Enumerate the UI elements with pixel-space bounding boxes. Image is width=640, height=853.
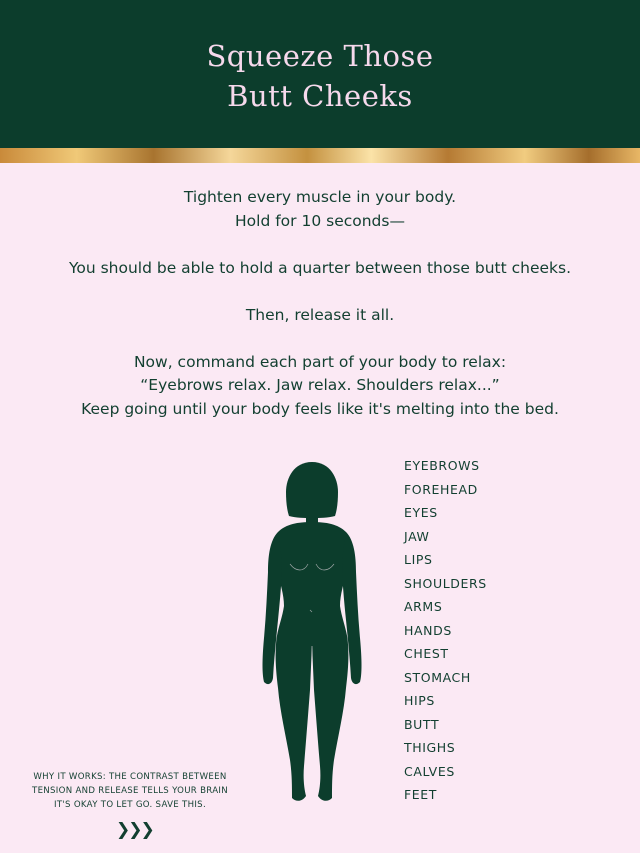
page-title bbox=[0, 36, 640, 116]
body-part-item: EYEBROWS bbox=[404, 458, 480, 473]
body-part-item: FEET bbox=[404, 787, 438, 802]
why-it-works-note bbox=[14, 770, 246, 812]
body-part-item: HANDS bbox=[404, 622, 452, 638]
chevron-right-icon: ❯❯❯ bbox=[116, 820, 153, 840]
instruction-line: “Eyebrows relax. Jaw relax. Shoulders relax...” bbox=[140, 376, 500, 394]
instruction-line: You should be able to hold a quarter between those butt cheeks. bbox=[68, 258, 572, 277]
body-part-item: JAW bbox=[404, 528, 430, 544]
body-part-item: CALVES bbox=[404, 763, 455, 779]
title-line-1: Squeeze Those bbox=[206, 39, 434, 73]
instruction-line: Keep going until your body feels like it's melting into the bed. bbox=[81, 399, 559, 418]
body-part-item: CHEST bbox=[404, 646, 449, 661]
header-banner bbox=[0, 0, 640, 148]
instructions bbox=[0, 186, 640, 421]
instruction-line: Hold for 10 seconds— bbox=[235, 211, 405, 230]
footnote-line: IT'S OKAY TO LET GO. SAVE THIS. bbox=[54, 800, 206, 810]
instruction-line: Tighten every muscle in your body. bbox=[183, 188, 457, 206]
body-part-item: STOMACH bbox=[404, 669, 471, 685]
footnote-line: WHY IT WORKS: THE CONTRAST BETWEEN bbox=[33, 772, 227, 782]
body-part-item: BUTT bbox=[404, 716, 440, 732]
body-part-item: SHOULDERS bbox=[404, 575, 487, 591]
body-part-item: HIPS bbox=[404, 693, 435, 708]
instruction-line: Then, release it all. bbox=[245, 305, 395, 324]
body-part-item: FOREHEAD bbox=[404, 481, 478, 497]
title-line-2: Butt Cheeks bbox=[227, 79, 413, 113]
body-part-item: ARMS bbox=[404, 599, 443, 614]
footnote-line: TENSION AND RELEASE TELLS YOUR BRAIN bbox=[32, 786, 228, 796]
body-part-item: EYES bbox=[404, 505, 438, 520]
body-parts-list bbox=[404, 456, 487, 809]
body-part-item: THIGHS bbox=[404, 740, 456, 755]
instruction-line: Now, command each part of your body to relax: bbox=[133, 352, 507, 371]
body-silhouette-icon bbox=[256, 460, 368, 805]
gold-foil-divider bbox=[0, 148, 640, 163]
body-part-item: LIPS bbox=[404, 552, 433, 567]
